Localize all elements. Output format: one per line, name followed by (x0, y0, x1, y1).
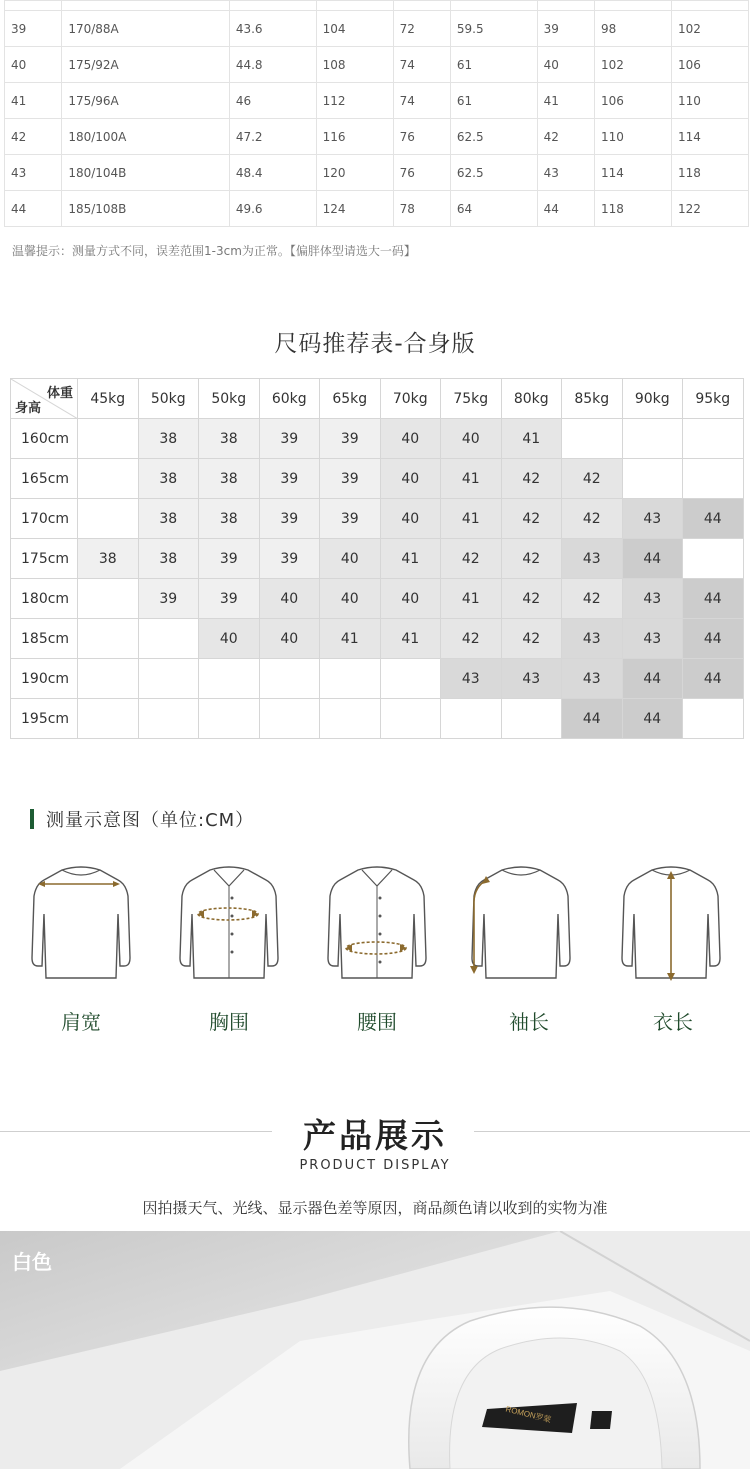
height-header: 195cm (11, 699, 78, 739)
height-header: 165cm (11, 459, 78, 499)
shoulder-width-icon (22, 862, 140, 982)
size-cell: 39 (259, 499, 320, 539)
size-cell: 38 (199, 459, 260, 499)
size-cell: 41 (320, 619, 381, 659)
chest-label: 胸围 (209, 1010, 249, 1034)
table-cell: 41 (537, 83, 594, 119)
size-cell (683, 419, 744, 459)
table-cell: 114 (594, 155, 671, 191)
size-cell: 42 (501, 499, 562, 539)
size-cell: 38 (138, 459, 199, 499)
size-cell (78, 579, 139, 619)
size-cell: 40 (259, 579, 320, 619)
table-row (11, 419, 744, 459)
table-cell: 46 (229, 83, 316, 119)
size-cell: 40 (320, 539, 381, 579)
table-cell: 44.8 (229, 47, 316, 83)
product-display-subtitle: PRODUCT DISPLAY (299, 1158, 451, 1173)
size-cell (78, 459, 139, 499)
size-cell: 40 (259, 619, 320, 659)
table-cell: 118 (671, 155, 748, 191)
size-cell: 39 (259, 419, 320, 459)
recommend-table (10, 378, 744, 739)
height-header: 160cm (11, 419, 78, 459)
table-cell: 74 (393, 47, 450, 83)
table-cell: 43.6 (229, 11, 316, 47)
table-cell: 44 (5, 191, 62, 227)
size-cell (683, 459, 744, 499)
size-cell: 43 (622, 499, 683, 539)
size-cell (683, 539, 744, 579)
size-cell (138, 659, 199, 699)
size-cell (380, 699, 441, 739)
size-cell (441, 699, 502, 739)
shoulder-width-label: 肩宽 (61, 1010, 101, 1034)
table-cell: 59.5 (450, 11, 537, 47)
size-cell: 43 (562, 659, 623, 699)
size-cell (683, 699, 744, 739)
height-header: 185cm (11, 619, 78, 659)
table-cell: 180/100A (62, 119, 230, 155)
table-cell: 74 (393, 83, 450, 119)
measure-heading (30, 808, 254, 830)
corner-weight-label: 体重 (46, 386, 73, 401)
size-cell (501, 699, 562, 739)
size-cell: 44 (622, 539, 683, 579)
size-cell: 38 (199, 419, 260, 459)
garment-length-icon (612, 862, 730, 982)
color-label: 白色 (12, 1250, 52, 1274)
size-cell: 40 (380, 419, 441, 459)
table-cell: 39 (537, 11, 594, 47)
weight-header: 45kg (78, 379, 139, 419)
table-row (11, 699, 744, 739)
table-cell: 110 (594, 119, 671, 155)
size-cell (78, 699, 139, 739)
table-cell: 61 (450, 47, 537, 83)
product-photo (0, 1231, 750, 1469)
size-cell: 44 (562, 699, 623, 739)
height-header: 180cm (11, 579, 78, 619)
garment-length-label: 衣长 (653, 1010, 693, 1034)
height-header: 190cm (11, 659, 78, 699)
table-cell: 106 (671, 47, 748, 83)
size-cell: 38 (138, 499, 199, 539)
size-cell: 39 (259, 459, 320, 499)
table-row (5, 11, 749, 47)
size-cell (138, 619, 199, 659)
size-cell: 40 (199, 619, 260, 659)
size-cell (622, 459, 683, 499)
recommend-table-wrap (10, 378, 744, 739)
table-cell: 78 (393, 191, 450, 227)
size-cell: 43 (622, 619, 683, 659)
waist-label: 腰围 (357, 1010, 397, 1034)
size-cell: 41 (441, 459, 502, 499)
table-cell: 114 (671, 119, 748, 155)
table-cell: 61 (450, 83, 537, 119)
table-cell: 42 (537, 119, 594, 155)
table-row (11, 499, 744, 539)
size-cell: 42 (501, 539, 562, 579)
size-cell: 43 (562, 539, 623, 579)
table-cell: 112 (316, 83, 393, 119)
table-cell: 62.5 (450, 155, 537, 191)
color-notice: 因拍摄天气、光线、显示器色差等原因，商品颜色请以收到的实物为准 (142, 1199, 608, 1217)
table-cell: 62.5 (450, 119, 537, 155)
measure-title: 测量示意图（单位:CM） (46, 810, 255, 831)
brand-label: ROMON罗蒙 (504, 1404, 553, 1425)
size-cell: 38 (138, 539, 199, 579)
size-cell (199, 699, 260, 739)
weight-header: 50kg (138, 379, 199, 419)
weight-header: 50kg (199, 379, 260, 419)
size-cell: 39 (199, 579, 260, 619)
size-cell: 38 (138, 419, 199, 459)
table-row (11, 579, 744, 619)
table-cell: 48.4 (229, 155, 316, 191)
size-cell: 44 (622, 699, 683, 739)
size-cell: 40 (320, 579, 381, 619)
size-cell (259, 659, 320, 699)
size-cell: 42 (562, 579, 623, 619)
size-cell: 41 (501, 419, 562, 459)
size-cell: 42 (501, 459, 562, 499)
weight-header: 90kg (622, 379, 683, 419)
height-header: 170cm (11, 499, 78, 539)
size-cell: 41 (380, 619, 441, 659)
table-cell: 42 (5, 119, 62, 155)
heading-accent-bar (30, 809, 34, 829)
recommend-title: 尺码推荐表-合身版 (274, 331, 476, 357)
size-cell: 39 (320, 419, 381, 459)
size-cell (622, 419, 683, 459)
table-cell: 64 (450, 191, 537, 227)
table-row (5, 119, 749, 155)
size-cell: 42 (441, 619, 502, 659)
product-display-title: 产品展示 (303, 1116, 447, 1155)
size-cell: 44 (683, 499, 744, 539)
table-cell: 102 (594, 47, 671, 83)
size-cell: 38 (199, 499, 260, 539)
table-row (5, 191, 749, 227)
table-cell: 124 (316, 191, 393, 227)
sleeve-length-label: 袖长 (509, 1010, 549, 1034)
size-table-section (0, 0, 750, 227)
size-cell (320, 699, 381, 739)
table-cell: 175/96A (62, 83, 230, 119)
size-cell: 39 (138, 579, 199, 619)
chest-icon (170, 862, 288, 982)
table-cell: 39 (5, 11, 62, 47)
weight-header: 75kg (441, 379, 502, 419)
size-cell (259, 699, 320, 739)
size-cell: 39 (320, 499, 381, 539)
size-cell: 41 (441, 499, 502, 539)
table-cell: 180/104B (62, 155, 230, 191)
table-cell: 175/92A (62, 47, 230, 83)
size-cell (78, 419, 139, 459)
weight-header: 95kg (683, 379, 744, 419)
size-cell (78, 499, 139, 539)
table-row (11, 459, 744, 499)
weight-header: 70kg (380, 379, 441, 419)
size-cell: 42 (441, 539, 502, 579)
table-cell: 102 (671, 11, 748, 47)
table-cell: 47.2 (229, 119, 316, 155)
table-cell: 76 (393, 119, 450, 155)
size-cell: 43 (622, 579, 683, 619)
size-cell: 40 (380, 459, 441, 499)
table-cell: 118 (594, 191, 671, 227)
size-cell (380, 659, 441, 699)
table-cell: 108 (316, 47, 393, 83)
size-cell: 39 (199, 539, 260, 579)
size-cell: 43 (562, 619, 623, 659)
weight-header: 60kg (259, 379, 320, 419)
sleeve-length-icon (462, 862, 580, 982)
table-row (5, 47, 749, 83)
size-table (4, 0, 749, 227)
height-header: 175cm (11, 539, 78, 579)
table-cell: 44 (537, 191, 594, 227)
size-cell: 42 (562, 499, 623, 539)
size-cell: 42 (501, 619, 562, 659)
size-cell: 41 (380, 539, 441, 579)
table-cell: 76 (393, 155, 450, 191)
waist-icon (318, 862, 436, 982)
weight-header: 80kg (501, 379, 562, 419)
size-cell: 43 (501, 659, 562, 699)
size-cell: 42 (562, 459, 623, 499)
table-cell: 40 (5, 47, 62, 83)
table-cell: 185/108B (62, 191, 230, 227)
size-note: 温馨提示：测量方式不同，误差范围1-3cm为正常。【偏胖体型请选大一码】 (12, 244, 416, 258)
size-cell: 40 (380, 579, 441, 619)
table-cell: 120 (316, 155, 393, 191)
table-row (5, 83, 749, 119)
weight-header: 85kg (562, 379, 623, 419)
size-cell: 40 (380, 499, 441, 539)
table-cell: 106 (594, 83, 671, 119)
table-cell: 41 (5, 83, 62, 119)
size-cell: 39 (320, 459, 381, 499)
table-row (11, 539, 744, 579)
table-row (11, 659, 744, 699)
size-cell: 44 (683, 619, 744, 659)
size-cell: 41 (441, 579, 502, 619)
table-cell: 116 (316, 119, 393, 155)
size-cell (199, 659, 260, 699)
size-cell: 43 (441, 659, 502, 699)
table-cell: 49.6 (229, 191, 316, 227)
table-cell: 122 (671, 191, 748, 227)
size-cell (78, 619, 139, 659)
size-cell: 40 (441, 419, 502, 459)
table-row (11, 619, 744, 659)
table-cell: 110 (671, 83, 748, 119)
table-cell: 170/88A (62, 11, 230, 47)
table-cell: 72 (393, 11, 450, 47)
size-cell (138, 699, 199, 739)
table-cell: 40 (537, 47, 594, 83)
size-cell: 44 (683, 579, 744, 619)
size-cell (320, 659, 381, 699)
weight-header: 65kg (320, 379, 381, 419)
size-cell: 38 (78, 539, 139, 579)
table-cell: 43 (5, 155, 62, 191)
table-corner (11, 379, 78, 419)
size-cell: 44 (622, 659, 683, 699)
size-cell: 44 (683, 659, 744, 699)
size-cell: 42 (501, 579, 562, 619)
table-row (5, 155, 749, 191)
table-cell: 43 (537, 155, 594, 191)
size-cell: 39 (259, 539, 320, 579)
size-cell (78, 659, 139, 699)
table-cell: 98 (594, 11, 671, 47)
table-cell: 104 (316, 11, 393, 47)
corner-height-label: 身高 (15, 401, 42, 416)
size-cell (562, 419, 623, 459)
